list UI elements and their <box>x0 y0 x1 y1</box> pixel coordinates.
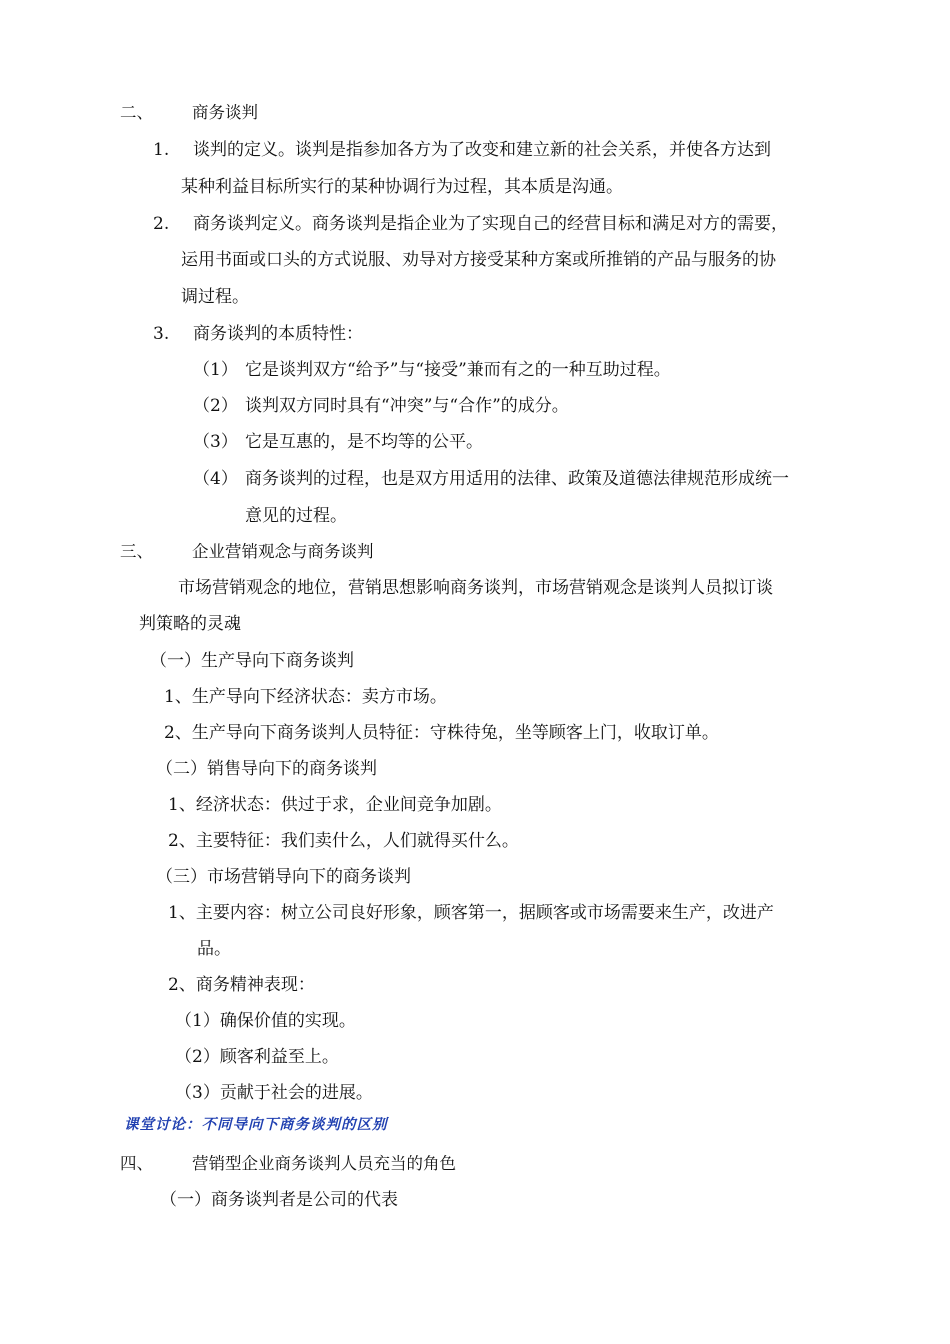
list-number: 2. <box>153 214 170 234</box>
list-item: 1、生产导向下经济状态：卖方市场。 <box>164 687 447 707</box>
list-item: 1、主要内容：树立公司良好形象，顾客第一，据顾客或市场需要来生产，改进产 <box>168 903 774 923</box>
paragraph-line: 运用书面或口头的方式说服、劝导对方接受某种方案或所推销的产品与服务的协 <box>181 250 776 270</box>
paragraph-line: 谈判的定义。谈判是指参加各方为了改变和建立新的社会关系，并使各方达到 <box>193 140 771 160</box>
sub-item-text: 商务谈判的过程，也是双方用适用的法律、政策及道德法律规范形成统一 <box>245 469 789 489</box>
section-heading: 营销型企业商务谈判人员充当的角色 <box>192 1154 456 1173</box>
list-number: 1. <box>153 140 170 160</box>
sub-number: （3） <box>193 432 238 452</box>
subsection-heading: （二）销售导向下的商务谈判 <box>156 759 377 779</box>
section-heading: 企业营销观念与商务谈判 <box>192 542 374 561</box>
list-item: （1）确保价值的实现。 <box>175 1011 356 1031</box>
subsection-heading: （三）市场营销导向下的商务谈判 <box>156 867 411 887</box>
discussion-note: 课堂讨论：不同导向下商务谈判的区别 <box>124 1117 388 1133</box>
paragraph-line: 调过程。 <box>181 287 249 307</box>
list-item: 2、生产导向下商务谈判人员特征：守株待兔，坐等顾客上门，收取订单。 <box>164 723 719 743</box>
list-item: 2、主要特征：我们卖什么，人们就得买什么。 <box>168 831 519 851</box>
paragraph-line: 判策略的灵魂 <box>139 614 241 634</box>
sub-item-text: 它是谈判双方“给予”与“接受”兼而有之的一种互助过程。 <box>245 360 671 380</box>
sub-item-text: 意见的过程。 <box>245 506 347 526</box>
list-item: 1、经济状态：供过于求，企业间竞争加剧。 <box>168 795 502 815</box>
paragraph-line: 某种利益目标所实行的某种协调行为过程，其本质是沟通。 <box>181 177 623 197</box>
list-item: 品。 <box>197 939 231 959</box>
paragraph-line: 商务谈判的本质特性： <box>193 324 363 344</box>
list-number: 3. <box>153 324 170 344</box>
list-item: （2）顾客利益至上。 <box>175 1047 339 1067</box>
section-number: 四、 <box>120 1154 153 1173</box>
section-heading: 商务谈判 <box>192 103 258 122</box>
sub-number: （1） <box>193 360 238 380</box>
sub-number: （4） <box>193 469 238 489</box>
paragraph-line: 商务谈判定义。商务谈判是指企业为了实现自己的经营目标和满足对方的需要， <box>193 214 788 234</box>
sub-number: （2） <box>193 396 238 416</box>
section-number: 三、 <box>120 542 153 561</box>
subsection-heading: （一）生产导向下商务谈判 <box>150 651 354 671</box>
list-item: （3）贡献于社会的进展。 <box>175 1083 373 1103</box>
sub-item-text: 它是互惠的，是不均等的公平。 <box>245 432 483 452</box>
sub-item-text: 谈判双方同时具有“冲突”与“合作”的成分。 <box>245 396 569 416</box>
section-number: 二、 <box>120 103 153 122</box>
subsection-heading: （一）商务谈判者是公司的代表 <box>160 1190 398 1210</box>
paragraph-line: 市场营销观念的地位，营销思想影响商务谈判，市场营销观念是谈判人员拟订谈 <box>178 578 773 598</box>
list-item: 2、商务精神表现： <box>168 975 315 995</box>
